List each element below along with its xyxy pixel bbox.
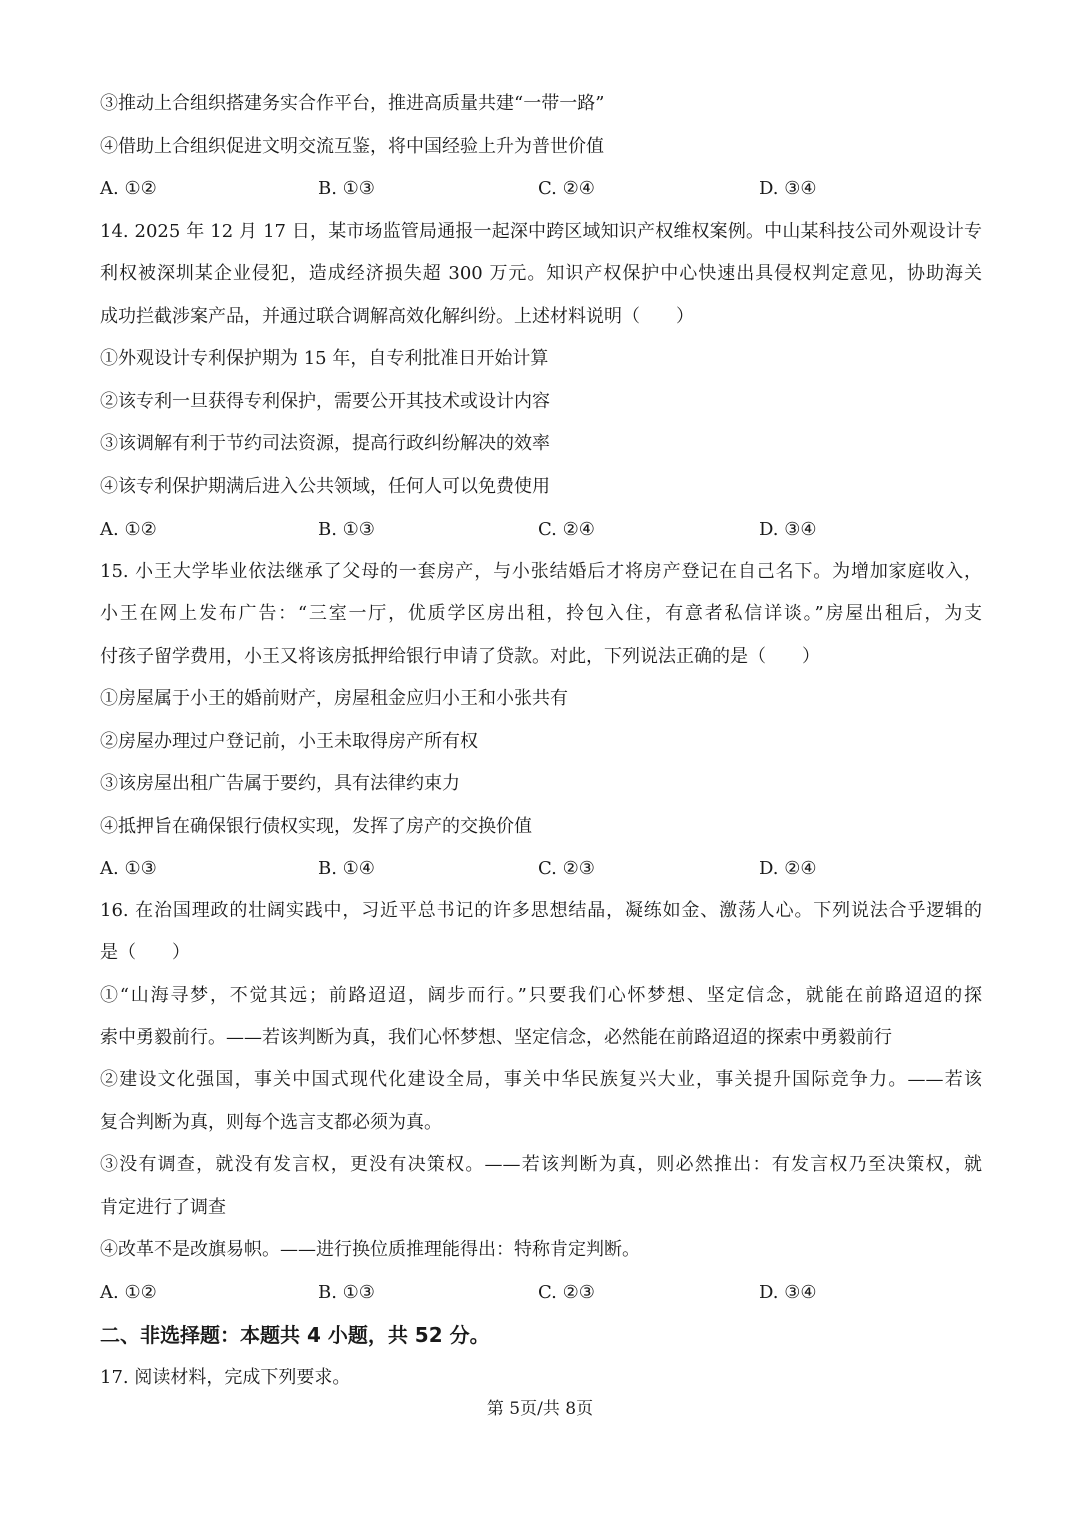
q13-option-b[interactable]: B. ①③ xyxy=(318,178,375,199)
q14-option-d[interactable]: D. ③④ xyxy=(759,519,817,540)
q14-stem-line-3: 成功拦截涉案产品，并通过联合调解高效化解纠纷。上述材料说明（ ） xyxy=(100,306,694,327)
q16-statement-2-line-1: ②建设文化强国，事关中国式现代化建设全局，事关中华民族复兴大业，事关提升国际竞争力。——若该 xyxy=(100,1069,982,1090)
q16-statement-2-line-2: 复合判断为真，则每个选言支都必须为真。 xyxy=(100,1112,442,1133)
q13-options xyxy=(100,177,982,201)
q15-statement-4: ④抵押旨在确保银行债权实现，发挥了房产的交换价值 xyxy=(100,816,532,837)
q15-stem-line-2: 小王在网上发布广告：“三室一厅，优质学区房出租，拎包入住，有意者私信详谈。”房屋出租后，为支 xyxy=(100,603,982,624)
q15-stem-line-1: 15. 小王大学毕业依法继承了父母的一套房产，与小张结婚后才将房产登记在自己名下。为增加家庭收入， xyxy=(100,561,982,582)
q16-statement-1-line-2: 索中勇毅前行。——若该判断为真，我们心怀梦想、坚定信念，必然能在前路迢迢的探索中勇毅前行 xyxy=(100,1027,892,1048)
q16-stem-line-1: 16. 在治国理政的壮阔实践中，习近平总书记的许多思想结晶，凝练如金、激荡人心。下列说法合乎逻辑的 xyxy=(100,900,982,921)
q15-option-b[interactable]: B. ①④ xyxy=(318,858,375,879)
q16-statement-4: ④改革不是改旗易帜。——进行换位质推理能得出：特称肯定判断。 xyxy=(100,1239,640,1260)
q14-option-b[interactable]: B. ①③ xyxy=(318,519,375,540)
q14-stem-line-2: 利权被深圳某企业侵犯，造成经济损失超 300 万元。知识产权保护中心快速出具侵权判定意见，协助海关 xyxy=(100,263,982,284)
q16-options xyxy=(100,1281,982,1305)
q15-stem-line-3: 付孩子留学费用，小王又将该房抵押给银行申请了贷款。对此，下列说法正确的是（ ） xyxy=(100,646,820,667)
q15-options xyxy=(100,857,982,881)
q16-option-d[interactable]: D. ③④ xyxy=(759,1282,817,1303)
q16-option-b[interactable]: B. ①③ xyxy=(318,1282,375,1303)
q14-stem-line-1: 14. 2025 年 12 月 17 日，某市场监管局通报一起深中跨区域知识产权维权案例。中山某科技公司外观设计专 xyxy=(100,221,982,242)
q16-option-a[interactable]: A. ①② xyxy=(100,1282,157,1303)
q15-statement-1: ①房屋属于小王的婚前财产，房屋租金应归小王和小张共有 xyxy=(100,688,568,709)
q14-statement-4: ④该专利保护期满后进入公共领域，任何人可以免费使用 xyxy=(100,476,550,497)
q16-statement-3-line-2: 肯定进行了调查 xyxy=(100,1197,226,1218)
q16-option-c[interactable]: C. ②③ xyxy=(538,1282,595,1303)
q13-option-d[interactable]: D. ③④ xyxy=(759,178,817,199)
q13-statement-4: ④借助上合组织促进文明交流互鉴，将中国经验上升为普世价值 xyxy=(100,136,604,157)
q14-statement-3: ③该调解有利于节约司法资源，提高行政纠纷解决的效率 xyxy=(100,433,550,454)
q15-statement-2: ②房屋办理过户登记前，小王未取得房产所有权 xyxy=(100,731,478,752)
q14-option-a[interactable]: A. ①② xyxy=(100,519,157,540)
q14-options xyxy=(100,518,982,542)
q17-stem: 17. 阅读材料，完成下列要求。 xyxy=(100,1367,351,1388)
page-number: 第 5页/共 8页 xyxy=(486,1399,594,1419)
q16-stem-line-2: 是（ ） xyxy=(100,942,190,963)
q14-option-c[interactable]: C. ②④ xyxy=(538,519,595,540)
q13-option-a[interactable]: A. ①② xyxy=(100,178,157,199)
q16-statement-3-line-1: ③没有调查，就没有发言权，更没有决策权。——若该判断为真，则必然推出：有发言权乃至决策权，就 xyxy=(100,1154,982,1175)
section-heading: 二、非选择题：本题共 4 小题，共 52 分。 xyxy=(100,1323,490,1347)
q13-option-c[interactable]: C. ②④ xyxy=(538,178,595,199)
q15-option-d[interactable]: D. ②④ xyxy=(759,858,817,879)
q15-option-a[interactable]: A. ①③ xyxy=(100,858,157,879)
q13-statement-3: ③推动上合组织搭建务实合作平台，推进高质量共建“一带一路” xyxy=(100,93,605,114)
q14-statement-1: ①外观设计专利保护期为 15 年，自专利批准日开始计算 xyxy=(100,348,549,369)
q16-statement-1-line-1: ①“山海寻梦，不觉其远；前路迢迢，阔步而行。”只要我们心怀梦想、坚定信念，就能在前路迢迢的探 xyxy=(100,985,982,1006)
q14-statement-2: ②该专利一旦获得专利保护，需要公开其技术或设计内容 xyxy=(100,391,550,412)
q15-option-c[interactable]: C. ②③ xyxy=(538,858,595,879)
q15-statement-3: ③该房屋出租广告属于要约，具有法律约束力 xyxy=(100,773,460,794)
